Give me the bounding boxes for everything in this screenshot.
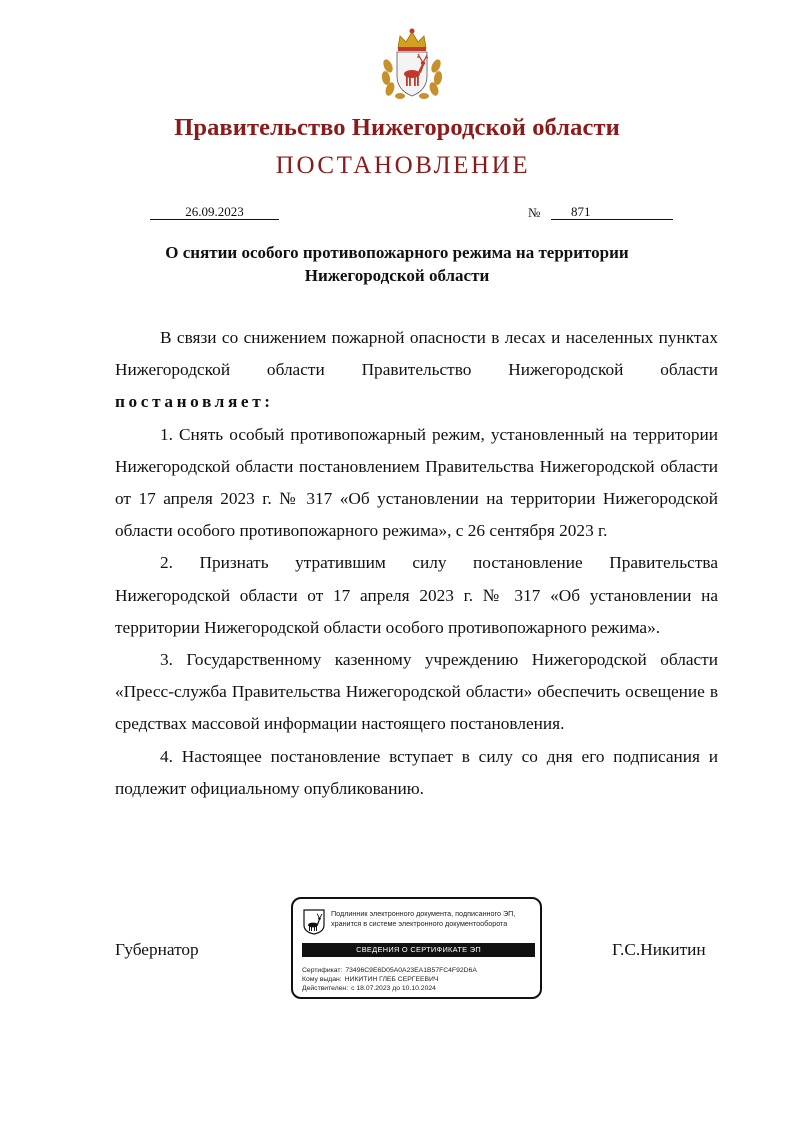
number-sign: № [528, 205, 541, 220]
signer-title: Губернатор [115, 940, 199, 959]
preamble-paragraph [115, 322, 718, 419]
government-title: Правительство Нижегородской области [174, 114, 620, 141]
resolves-word: постановляет: [115, 392, 274, 412]
electronic-signature-stamp [291, 897, 542, 999]
validity-row [302, 984, 477, 993]
stamp-note-line-2: хранится в системе электронного документооборота [331, 918, 508, 928]
item-3: 3. Государственному казенному учреждению Нижегородской области «Пресс-служба Правительства Нижегородской области» обеспечить освещение в средствах массовой информации настоящего постановления. [115, 650, 718, 734]
document-subject [120, 241, 674, 287]
item-4: 4. Настоящее постановление вступает в силу со дня его подписания и подлежит официальному опубликованию. [115, 746, 718, 798]
stamp-note [331, 909, 536, 928]
signer-name: Г.С.Никитин [612, 940, 706, 959]
certificate-details [302, 966, 477, 993]
validity-label: Действителен: [302, 985, 349, 992]
document-body [115, 322, 718, 805]
certificate-label: Сертификат: [302, 967, 343, 974]
document-number: 871 [571, 204, 591, 219]
coat-of-arms-icon [380, 26, 444, 102]
document-type: ПОСТАНОВЛЕНИЕ [275, 152, 531, 179]
validity-value: с 18.07.2023 до 10.10.2024 [351, 985, 436, 992]
issued-to-label: Кому выдан: [302, 976, 342, 983]
certificate-value: 73496C9E6D05A0A23EA1B57FC4F92D6A [345, 967, 477, 974]
issued-to-value: НИКИТИН ГЛЕБ СЕРГЕЕВИЧ [344, 976, 439, 983]
document-number-line [551, 204, 673, 220]
certificate-row [302, 966, 477, 975]
preamble-text: В связи со снижением пожарной опасности в лесах и населенных пунктах Нижегородской области Правительство Нижегородской области [115, 328, 718, 380]
deer-logo-icon [303, 909, 325, 935]
stamp-header: СВЕДЕНИЯ О СЕРТИФИКАТЕ ЭП [302, 943, 535, 957]
issued-to-row [302, 975, 477, 984]
item-1: 1. Снять особый противопожарный режим, установленный на территории Нижегородской области постановлением Правительства Нижегородской области от 17 апреля 2023 г. № 317 «Об установлении на территории Нижегородской области особого противопожарного режима», с 26 сентября 2023 г. [115, 424, 718, 541]
stamp-note-line-1: Подлинник электронного документа, подписанного ЭП, [331, 909, 516, 918]
item-2: 2. Признать утратившим силу постановление Правительства Нижегородской области от 17 апреля 2023 г. № 317 «Об установлении на территории Нижегородской области особого противопожарного режима». [115, 553, 718, 637]
subject-line-2: Нижегородской области [304, 266, 490, 285]
document-date: 26.09.2023 [150, 204, 279, 220]
subject-line-1: О снятии особого противопожарного режима на территории [165, 243, 629, 262]
